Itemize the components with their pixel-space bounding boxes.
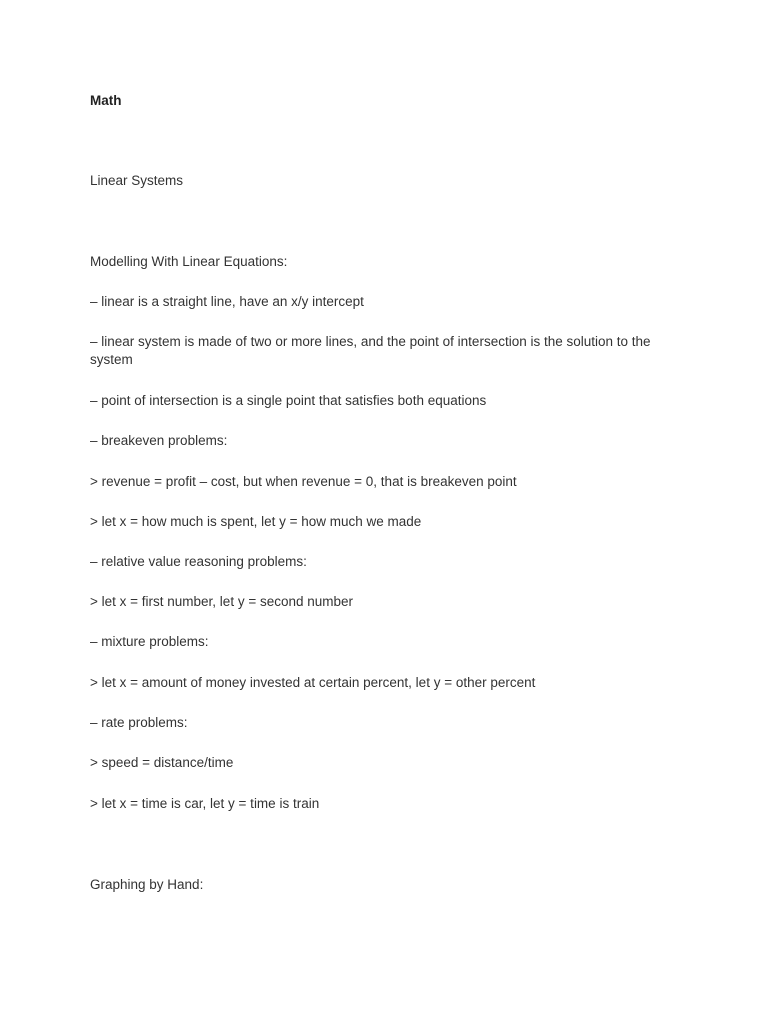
section-heading-modelling: Modelling With Linear Equations: <box>90 254 288 269</box>
note-line: – relative value reasoning problems: <box>90 554 307 569</box>
document-title: Math <box>90 93 122 108</box>
note-line: > let x = how much is spent, let y = how much we made <box>90 514 422 529</box>
note-line: – mixture problems: <box>90 634 209 649</box>
note-line: > let x = time is car, let y = time is train <box>90 796 320 811</box>
note-line: > let x = first number, let y = second number <box>90 594 354 609</box>
note-line: > revenue = profit – cost, but when revenue = 0, that is breakeven point <box>90 474 517 489</box>
section-heading-graphing: Graphing by Hand: <box>90 877 204 892</box>
note-line: > let x = amount of money invested at certain percent, let y = other percent <box>90 675 536 690</box>
note-line: – rate problems: <box>90 715 188 730</box>
note-line: – linear system is made of two or more lines, and the point of intersection is the solution to the system <box>90 334 651 367</box>
topic-heading: Linear Systems <box>90 173 184 188</box>
note-line: – point of intersection is a single point that satisfies both equations <box>90 393 487 408</box>
note-line: – linear is a straight line, have an x/y intercept <box>90 294 364 309</box>
note-line: > speed = distance/time <box>90 755 234 770</box>
note-line: – breakeven problems: <box>90 433 228 448</box>
